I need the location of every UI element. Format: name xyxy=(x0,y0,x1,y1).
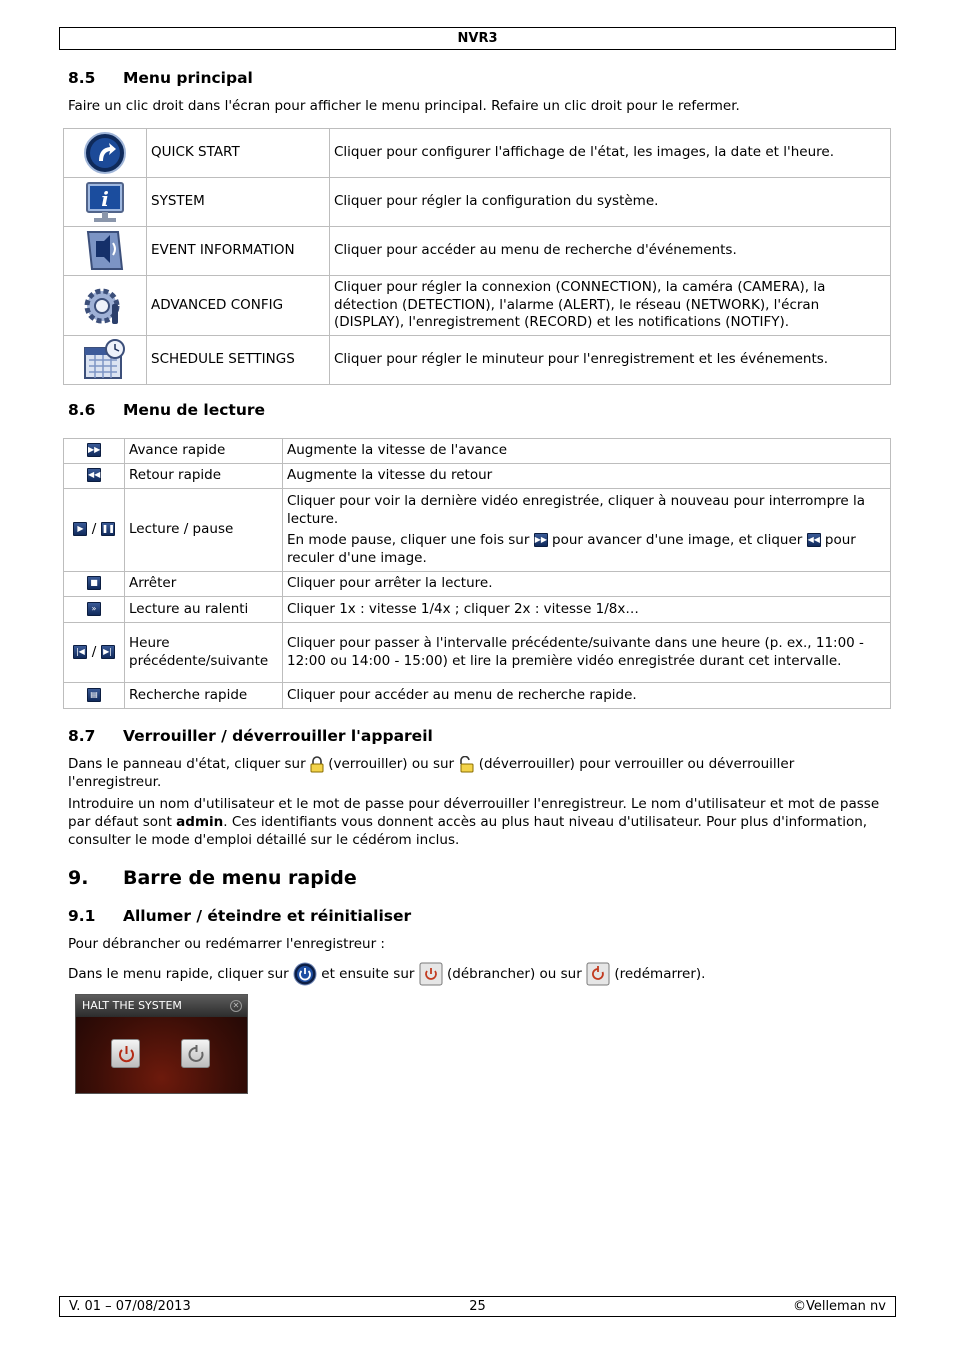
dialog-title-bar xyxy=(76,995,247,1017)
table-row: ▶▶ Avance rapide Augmente la vitesse de l'avance xyxy=(64,439,891,464)
table-row: ▤ Recherche rapide Cliquer pour accéder au menu de recherche rapide. xyxy=(64,683,891,709)
schedule-settings-icon xyxy=(82,338,128,382)
quick-search-icon xyxy=(87,688,101,702)
header-title: NVR3 xyxy=(457,31,498,46)
close-icon[interactable]: ✕ xyxy=(230,1000,242,1012)
fast-forward-icon xyxy=(534,533,548,547)
table-row: QUICK START Cliquer pour configurer l'affichage de l'état, les images, la date et l'heure. xyxy=(64,129,891,178)
section-9-1-paragraph-2: Dans le menu rapide, cliquer sur et ensuite sur (débrancher) ou sur (redémarrer). xyxy=(68,962,890,986)
halt-system-dialog xyxy=(75,994,248,1094)
dialog-title: HALT THE SYSTEM xyxy=(82,999,182,1012)
restart-icon xyxy=(586,962,610,986)
fast-forward-icon xyxy=(87,443,101,457)
unlock-icon xyxy=(458,756,474,773)
next-hour-icon xyxy=(101,645,115,659)
pause-icon xyxy=(101,522,115,536)
restart-icon xyxy=(182,1040,211,1069)
section-9-1-paragraph-1: Pour débrancher ou redémarrer l'enregistreur : xyxy=(68,936,385,952)
table-row: » Lecture au ralenti Cliquer 1x : vitesse 1/4x ; cliquer 2x : vitesse 1/8x… xyxy=(64,597,891,623)
section-8-7-heading: 8.7 Verrouiller / déverrouiller l'appareil xyxy=(68,727,433,745)
section-9-heading: 9. Barre de menu rapide xyxy=(68,867,357,889)
section-8-5-heading: 8.5 Menu principal xyxy=(68,69,253,87)
main-menu-table xyxy=(63,128,891,385)
quick-start-icon xyxy=(82,131,128,175)
restart-button[interactable] xyxy=(181,1039,210,1068)
table-row: |◀ / ▶| Heure précédente/suivante Cliquer pour passer à l'intervalle précédente/suivante dans une heure (p. ex., 11:00 - 12:00 ou 14:00 - 15:00) et lire la première vidéo enregistrée durant cet intervalle. xyxy=(64,623,891,683)
play-icon xyxy=(73,522,87,536)
footer-copyright: ©Velleman nv xyxy=(792,1299,886,1314)
previous-hour-icon xyxy=(73,645,87,659)
shutdown-icon xyxy=(112,1040,141,1069)
shutdown-icon xyxy=(419,962,443,986)
rewind-icon xyxy=(807,533,821,547)
section-8-6-heading: 8.6 Menu de lecture xyxy=(68,401,266,419)
lock-icon xyxy=(310,756,324,773)
playback-menu-table xyxy=(63,438,891,709)
table-row: SCHEDULE SETTINGS Cliquer pour régler le minuteur pour l'enregistrement et les événements. xyxy=(64,336,891,385)
system-icon xyxy=(82,180,128,224)
footer-version: V. 01 – 07/08/2013 xyxy=(69,1299,191,1314)
slow-play-icon xyxy=(87,602,101,616)
table-row: ▶ / ❚❚ Lecture / pause Cliquer pour voir la dernière vidéo enregistrée, cliquer à nouveau pour interrompre la lecture. En mode pause, cliquer une fois sur ▶▶ pour avancer d'une image, et cliquer ◀◀ pour reculer d'une image. xyxy=(64,489,891,572)
stop-icon xyxy=(87,576,101,590)
page-footer xyxy=(59,1296,896,1317)
svg-text:i: i xyxy=(101,187,109,211)
power-menu-icon xyxy=(293,962,317,986)
table-row: i SYSTEM Cliquer pour régler la configuration du système. xyxy=(64,178,891,227)
rewind-icon xyxy=(87,468,101,482)
footer-page-number: 25 xyxy=(469,1299,486,1314)
table-row: ■ Arrêter Cliquer pour arrêter la lecture. xyxy=(64,572,891,597)
section-8-7-paragraph-1: Dans le panneau d'état, cliquer sur (verrouiller) ou sur (déverrouiller) pour verrouiller ou déverrouiller l'enregistreur. xyxy=(68,756,795,790)
table-row: EVENT INFORMATION Cliquer pour accéder au menu de recherche d'événements. xyxy=(64,227,891,276)
shutdown-button[interactable] xyxy=(111,1039,140,1068)
section-9-1-heading: 9.1 Allumer / éteindre et réinitialiser xyxy=(68,907,412,925)
table-row: ◀◀ Retour rapide Augmente la vitesse du retour xyxy=(64,464,891,489)
section-8-7-paragraph-2: Introduire un nom d'utilisateur et le mot de passe pour déverrouiller l'enregistreur. Le nom d'utilisateur et mot de passe par défaut sont admin. Ces identifiants vous donnent accès au plus haut niveau d'utilisateur. Pour plus d'information, consulter le mode d'emploi détaillé sur le cédérom inclus. xyxy=(68,796,880,848)
page-header xyxy=(59,27,896,50)
event-information-icon xyxy=(82,229,128,273)
table-row: ADVANCED CONFIG Cliquer pour régler la connexion (CONNECTION), la caméra (CAMERA), la détection (DETECTION), l'alarme (ALERT), le réseau (NETWORK), l'écran (DISPLAY), l'enregistrement (RECORD) et les notifications (NOTIFY). xyxy=(64,276,891,336)
advanced-config-icon xyxy=(82,284,128,328)
section-8-5-intro: Faire un clic droit dans l'écran pour afficher le menu principal. Refaire un clic droit pour le refermer. xyxy=(68,98,740,114)
